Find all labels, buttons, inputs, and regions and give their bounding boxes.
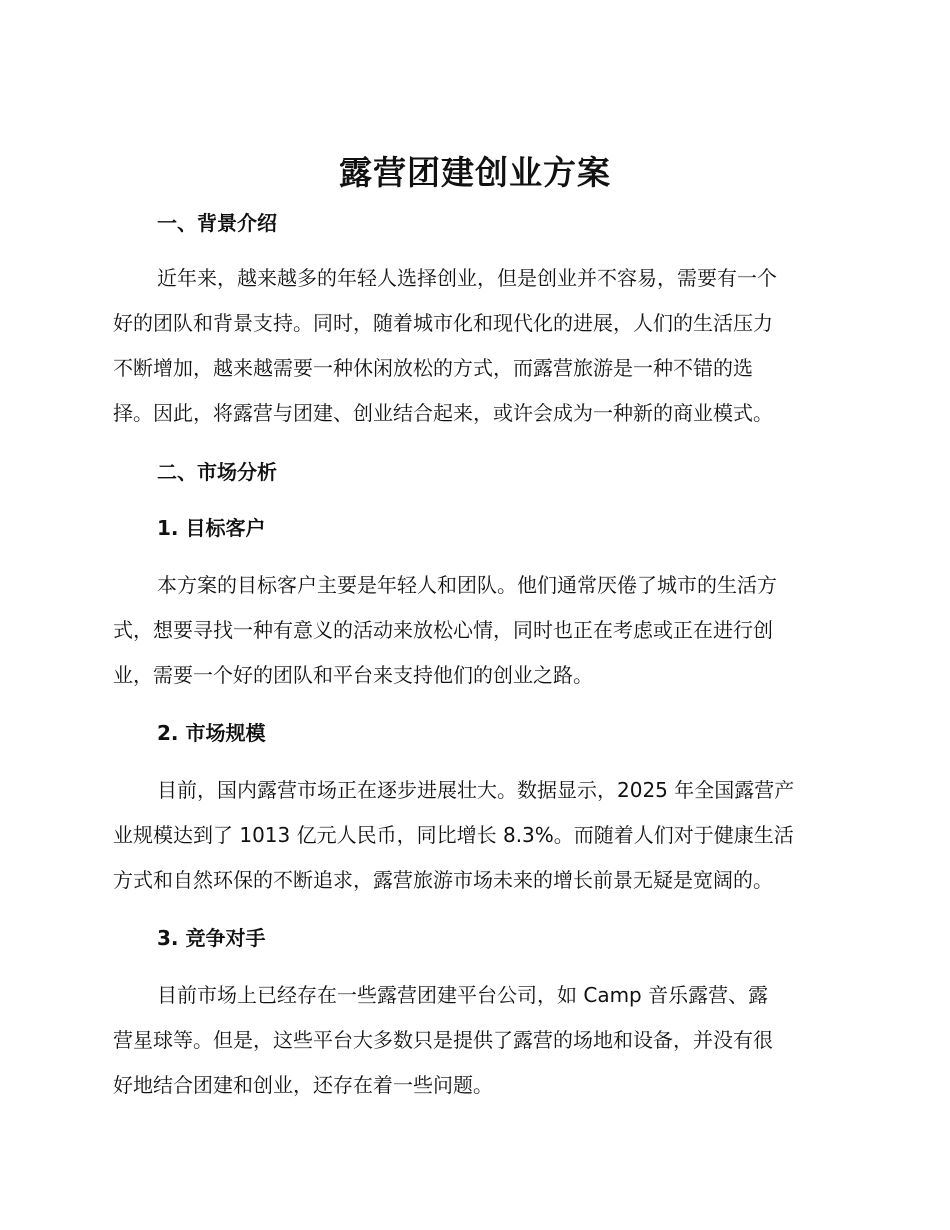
paragraph-line: 营星球等。但是，这些平台大多数只是提供了露营的场地和设备，并没有很 bbox=[113, 1028, 773, 1052]
paragraph-target-customers bbox=[113, 563, 843, 698]
paragraph-line: 目前，国内露营市场正在逐步进展壮大。数据显示，2025 年全国露营产 bbox=[157, 778, 795, 802]
paragraph-line: 不断增加，越来越需要一种休闲放松的方式，而露营旅游是一种不错的选 bbox=[113, 356, 753, 380]
paragraph-line: 目前市场上已经存在一些露营团建平台公司，如 Camp 音乐露营、露 bbox=[157, 983, 769, 1007]
paragraph-line: 方式和自然环保的不断追求，露营旅游市场未来的增长前景无疑是宽阔的。 bbox=[113, 868, 773, 892]
paragraph-line: 近年来，越来越多的年轻人选择创业，但是创业并不容易，需要有一个 bbox=[157, 266, 777, 290]
subsection-heading-competitors: 3. 竞争对手 bbox=[157, 926, 266, 950]
document-title: 露营团建创业方案 bbox=[339, 153, 611, 192]
paragraph-line: 择。因此，将露营与团建、创业结合起来，或许会成为一种新的商业模式。 bbox=[113, 401, 773, 425]
section-heading-background: 一、背景介绍 bbox=[157, 211, 277, 235]
paragraph-line: 式，想要寻找一种有意义的活动来放松心情，同时也正在考虑或正在进行创 bbox=[113, 618, 773, 642]
paragraph-line: 业，需要一个好的团队和平台来支持他们的创业之路。 bbox=[113, 663, 593, 687]
subsection-heading-target-customers: 1. 目标客户 bbox=[157, 516, 266, 540]
paragraph-line: 好地结合团建和创业，还存在着一些问题。 bbox=[113, 1073, 493, 1097]
section-heading-market-analysis: 二、市场分析 bbox=[157, 460, 277, 484]
paragraph-competitors bbox=[113, 973, 843, 1108]
paragraph-line: 好的团队和背景支持。同时，随着城市化和现代化的进展，人们的生活压力 bbox=[113, 311, 773, 335]
paragraph-market-size bbox=[113, 768, 843, 903]
paragraph-line: 业规模达到了 1013 亿元人民币，同比增长 8.3%。而随着人们对于健康生活 bbox=[113, 823, 794, 847]
subsection-heading-market-size: 2. 市场规模 bbox=[157, 721, 266, 745]
paragraph-background bbox=[113, 256, 843, 436]
paragraph-line: 本方案的目标客户主要是年轻人和团队。他们通常厌倦了城市的生活方 bbox=[157, 573, 777, 597]
